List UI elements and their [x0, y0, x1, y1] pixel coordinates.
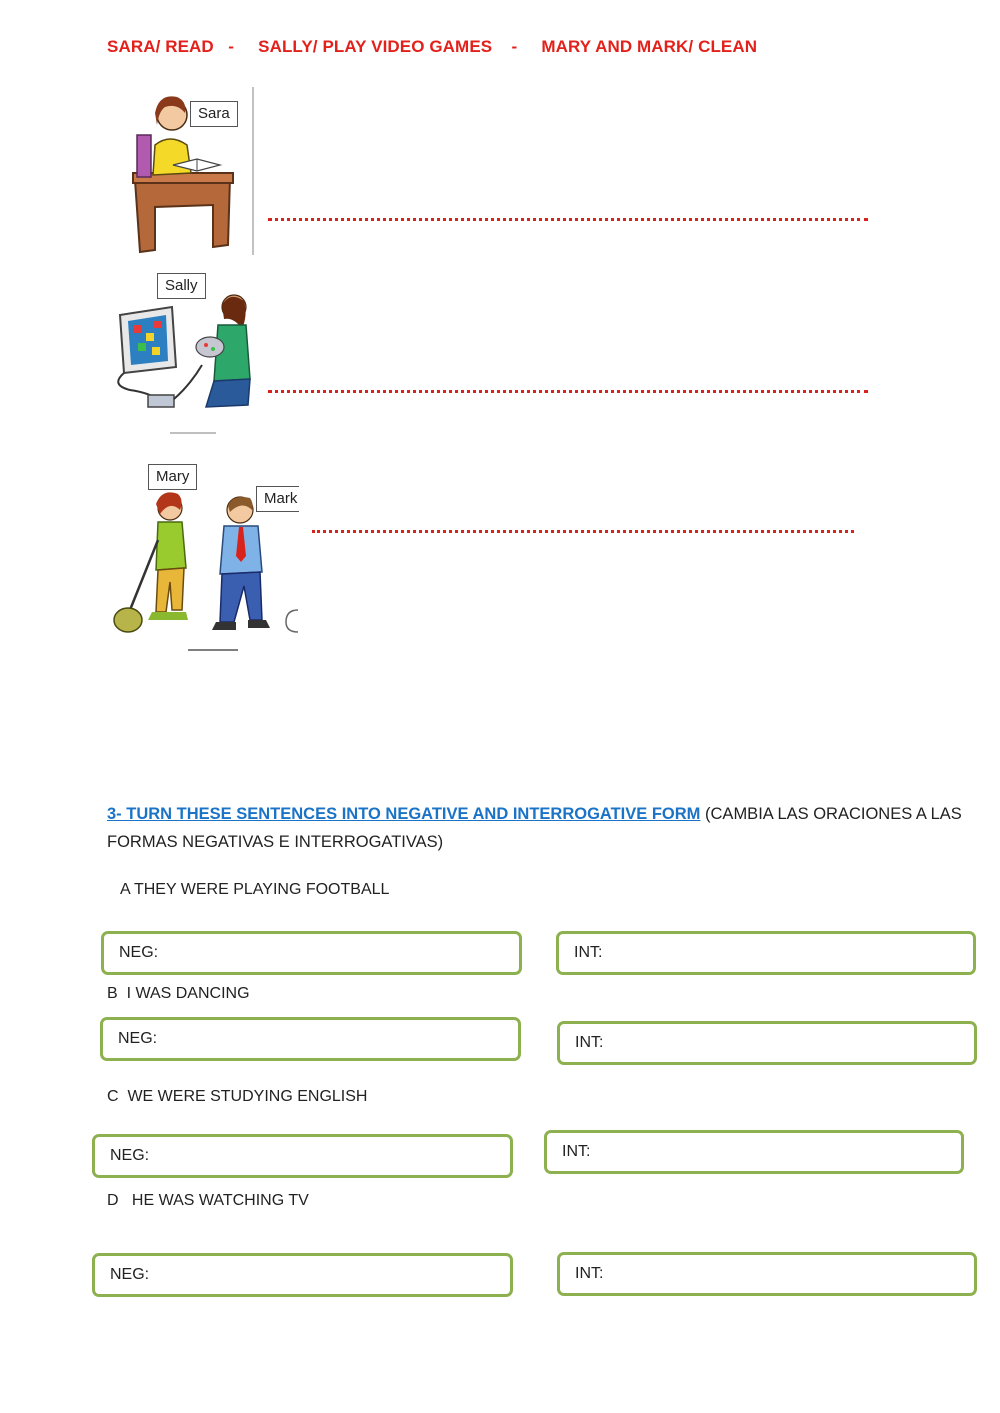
neg-answer-box-c[interactable] — [92, 1134, 513, 1178]
neg-answer-box-d[interactable] — [92, 1253, 513, 1297]
int-answer-box-c[interactable] — [544, 1130, 964, 1174]
mary-name-tag: Mary — [148, 464, 197, 490]
neg-answer-box-a[interactable] — [101, 931, 522, 975]
section-3-instructions — [107, 800, 967, 856]
sally-name-tag: Sally — [157, 273, 206, 299]
neg-label: NEG: — [110, 1147, 150, 1164]
int-label: INT: — [575, 1265, 604, 1282]
answer-line-1 — [268, 218, 868, 221]
sentence-d: D HE WAS WATCHING TV — [107, 1192, 309, 1209]
neg-answer-box-b[interactable] — [100, 1017, 521, 1061]
section-3-spanish-note: (CAMBIA LAS ORACIONES A LAS FORMAS NEGATIVAS E INTERROGATIVAS) — [107, 805, 962, 851]
int-answer-box-b[interactable] — [557, 1021, 977, 1065]
sentence-b: B I WAS DANCING — [107, 985, 250, 1002]
neg-label: NEG: — [119, 944, 159, 961]
sentence-c: C WE WERE STUDYING ENGLISH — [107, 1088, 368, 1105]
sally-gaming-illustration — [110, 295, 255, 435]
int-label: INT: — [574, 944, 603, 961]
int-answer-box-d[interactable] — [557, 1252, 977, 1296]
sara-name-tag: Sara — [190, 101, 238, 127]
mark-name-tag: Mark — [256, 486, 299, 512]
exercise-prompts-header: SARA/ READ - SALLY/ PLAY VIDEO GAMES - MARY AND MARK/ CLEAN — [107, 37, 758, 56]
section-3-title: 3- TURN THESE SENTENCES INTO NEGATIVE AND INTERROGATIVE FORM — [107, 805, 701, 823]
neg-label: NEG: — [118, 1030, 158, 1047]
int-answer-box-a[interactable] — [556, 931, 976, 975]
int-label: INT: — [562, 1143, 591, 1160]
answer-line-2 — [268, 390, 868, 393]
answer-line-3 — [312, 530, 854, 533]
neg-label: NEG: — [110, 1266, 150, 1283]
sentence-a: A THEY WERE PLAYING FOOTBALL — [120, 881, 390, 898]
int-label: INT: — [575, 1034, 604, 1051]
